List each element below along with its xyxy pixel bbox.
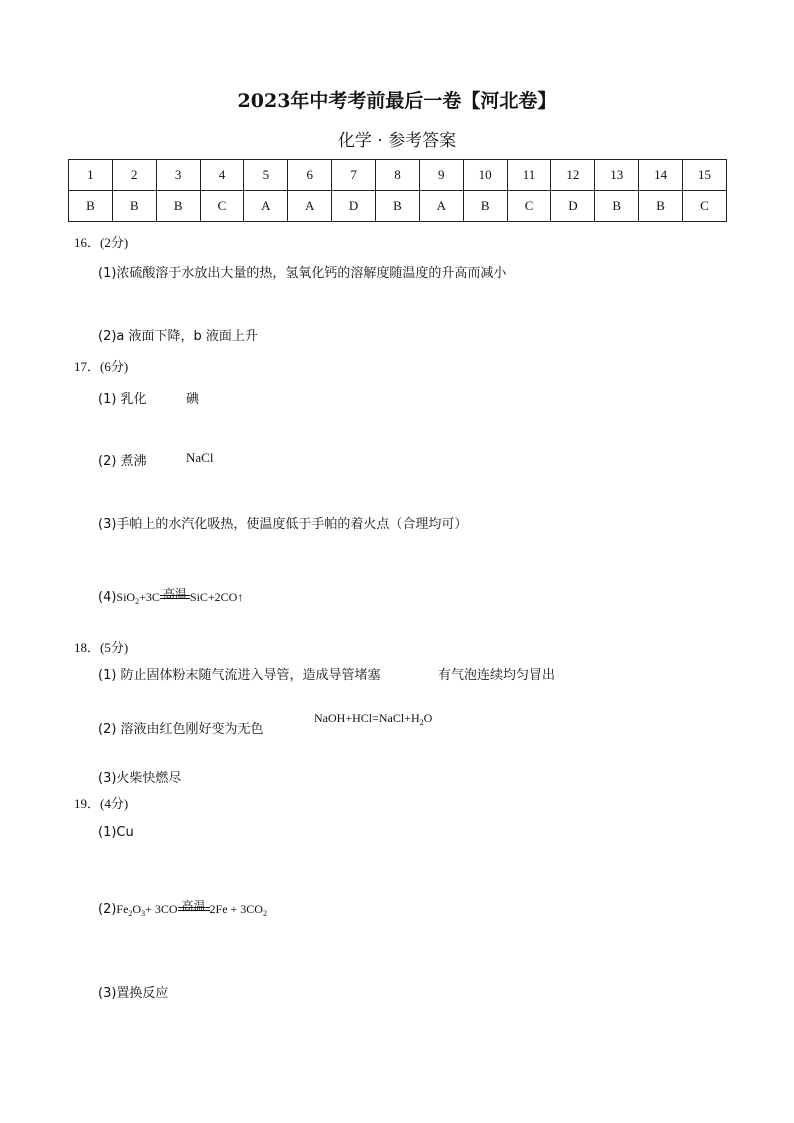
answer-table-number-row	[69, 160, 727, 191]
table-cell-number: 12	[551, 160, 595, 191]
table-cell-answer: B	[595, 191, 639, 222]
table-cell-number: 4	[200, 160, 244, 191]
table-cell-answer: D	[332, 191, 376, 222]
table-cell-answer: B	[156, 191, 200, 222]
question-16-answer-2: (2)a 液面下降，b 液面上升	[98, 329, 258, 344]
table-cell-number: 15	[683, 160, 727, 191]
equation-reactants: SiO$_2$+3C	[116, 590, 160, 606]
table-cell-number: 5	[244, 160, 288, 191]
equation-products: $2Fe + 3CO_2$	[209, 902, 267, 918]
reaction-condition-label: 高温	[181, 899, 206, 913]
question-19-answer-3: (3)置换反应	[98, 986, 169, 1001]
question-16-answer-1: (1)浓硫酸溶于水放出大量的热，氢氧化钙的溶解度随温度的升高而减小	[98, 266, 507, 281]
table-cell-answer: A	[288, 191, 332, 222]
table-cell-number: 14	[639, 160, 683, 191]
question-18-answer-1a: (1) 防止固体粉末随气流进入导管，造成导管堵塞	[98, 668, 381, 683]
table-cell-number: 2	[112, 160, 156, 191]
page-subtitle: 化学 · 参考答案	[337, 131, 457, 151]
question-18-answer-3: (3)火柴快燃尽	[98, 771, 182, 786]
table-cell-number: 13	[595, 160, 639, 191]
question-19-heading: 19．(4分)	[74, 796, 129, 811]
table-cell-answer: A	[419, 191, 463, 222]
question-18-equation: $NaOH+HCl=NaCl+H_2O$	[314, 711, 433, 727]
equation-reactants: $Fe_2O_3+ 3CO$	[116, 902, 178, 918]
answer-table-answer-row	[69, 191, 727, 222]
table-cell-answer: A	[244, 191, 288, 222]
question-17-heading: 17．(6分)	[74, 359, 129, 374]
question-18-answer-2a: (2) 溶液由红色刚好变为无色	[98, 722, 264, 737]
question-18-heading: 18．(5分)	[74, 640, 129, 655]
question-18-answer-1b: 有气泡连续均匀冒出	[438, 668, 556, 683]
table-cell-answer: B	[639, 191, 683, 222]
table-cell-answer: B	[463, 191, 507, 222]
question-16-heading: 16．(2分)	[74, 235, 129, 250]
question-19-answer-1: (1)Cu	[98, 825, 134, 840]
table-cell-number: 3	[156, 160, 200, 191]
table-cell-number: 1	[69, 160, 113, 191]
table-cell-number: 8	[376, 160, 420, 191]
question-17-answer-1b: 碘	[186, 392, 200, 407]
question-19-equation-label: (2)	[98, 902, 117, 917]
table-cell-number: 9	[419, 160, 463, 191]
answer-table	[68, 159, 727, 222]
question-17-answer-3: (3)手帕上的水汽化吸热，使温度低于手帕的着火点（合理均可）	[98, 517, 468, 532]
equation-products: SiC+2CO↑	[189, 590, 244, 604]
table-cell-answer: C	[683, 191, 727, 222]
question-19-equation	[98, 899, 267, 918]
table-cell-number: 10	[463, 160, 507, 191]
table-cell-answer: B	[69, 191, 113, 222]
table-cell-answer: C	[507, 191, 551, 222]
question-17-equation	[98, 587, 244, 606]
table-cell-number: 7	[332, 160, 376, 191]
table-cell-answer: C	[200, 191, 244, 222]
table-cell-number: 6	[288, 160, 332, 191]
page-title: 2023年中考考前最后一卷【河北卷】	[237, 90, 557, 112]
table-cell-number: 11	[507, 160, 551, 191]
question-17-equation-label: (4)	[98, 590, 117, 605]
table-cell-answer: B	[112, 191, 156, 222]
question-17-answer-2b: NaCl	[186, 450, 214, 465]
reaction-condition-label: 高温	[162, 587, 187, 601]
table-cell-answer: B	[376, 191, 420, 222]
question-17-answer-1a: (1) 乳化	[98, 392, 147, 407]
question-17-answer-2a: (2) 煮沸	[98, 454, 147, 469]
table-cell-answer: D	[551, 191, 595, 222]
